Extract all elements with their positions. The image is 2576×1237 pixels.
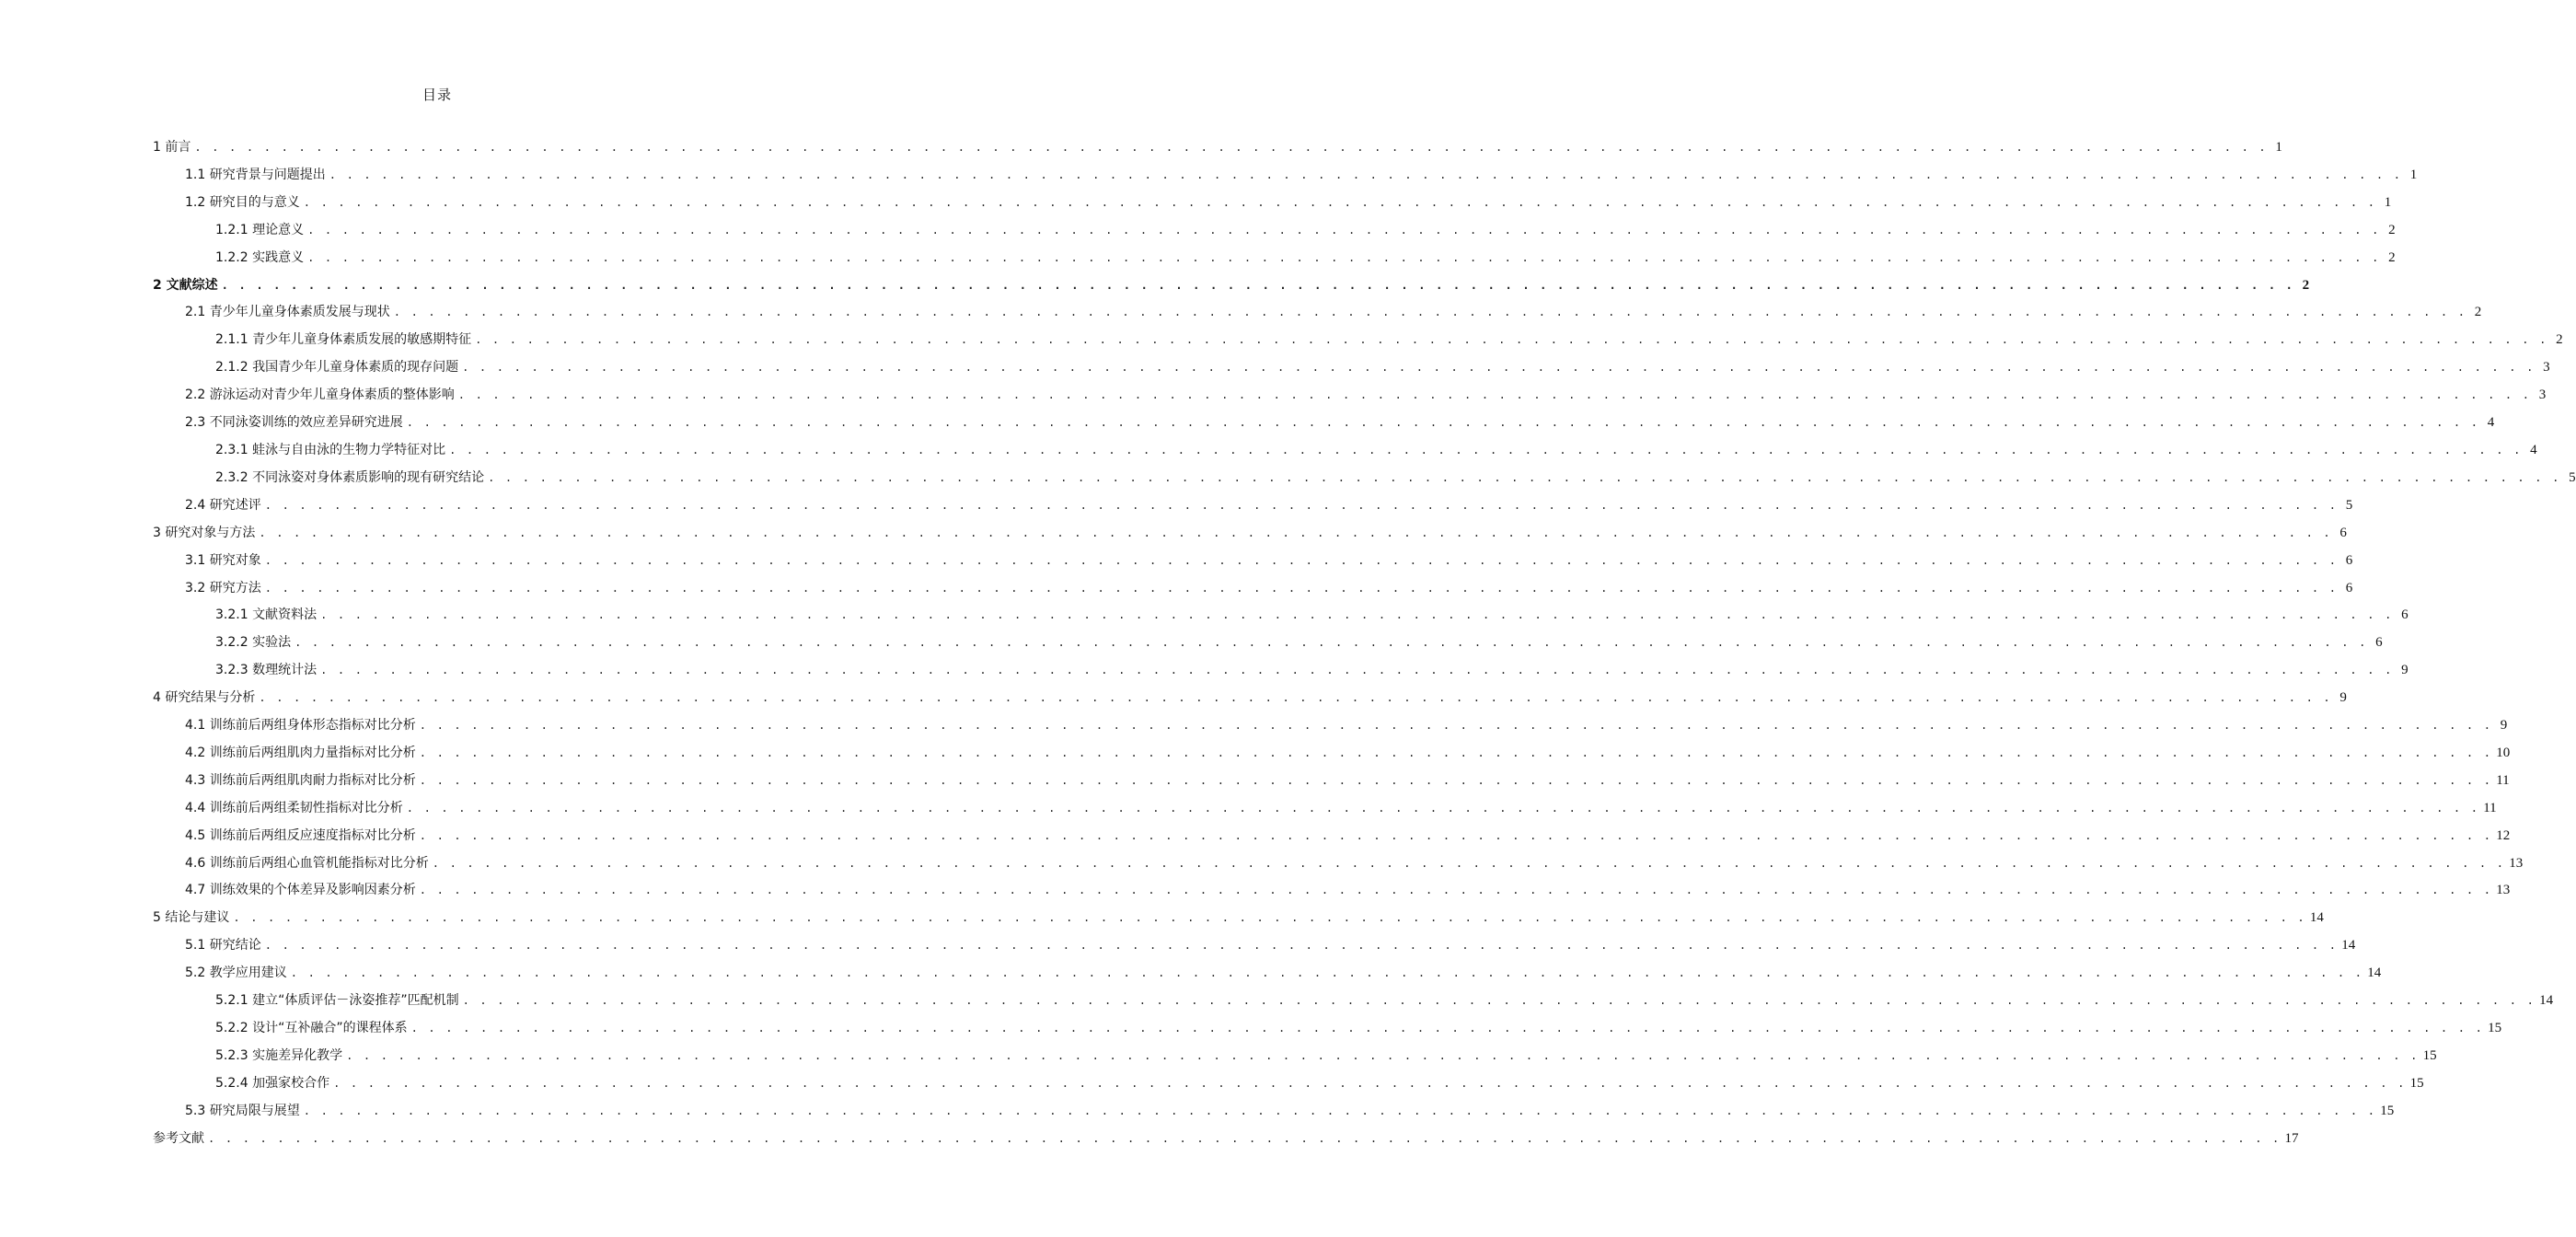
toc-entry-page-number: 11 [2483,800,2497,815]
toc-dot-leader: . . . . . . . . . . . . . . . . . . . . . . . . . . . . . . . . . . . . . . . . . . . . . . . . . . . . . . . . . . . . . . . . . . . . . . . . . . . . . . . . . . . . . . . . . . . . . . . . . . . . . . . . . . . . . . . . . . . . . . . . [295,636,2368,650]
toc-entry-label: 5 结论与建议 [153,910,230,926]
toc-dot-leader: . . . . . . . . . . . . . . . . . . . . . . . . . . . . . . . . . . . . . . . . . . . . . . . . . . . . . . . . . . . . . . . . . . . . . . . . . . . . . . . . . . . . . . . . . . . . . . . . . . . . . . . . . . . . . . . . . . . . . . . . [432,856,2506,870]
toc-entry-page-number: 3 [2543,360,2550,376]
toc-entry-page-number: 13 [2509,855,2524,871]
toc-dot-leader: . . . . . . . . . . . . . . . . . . . . . . . . . . . . . . . . . . . . . . . . . . . . . . . . . . . . . . . . . . . . . . . . . . . . . . . . . . . . . . . . . . . . . . . . . . . . . . . . . . . . . . . . . . . . . . . . . . . . . . . . [264,939,2339,953]
toc-entry[interactable] [153,162,2418,190]
toc-entry[interactable] [153,134,2282,162]
toc-entry-label: 5.2 教学应用建议 [185,965,287,981]
toc-entry-page-number: 6 [2345,580,2353,595]
toc-entry[interactable] [153,823,2511,850]
toc-entry-label: 4.7 训练效果的个体差异及影响因素分析 [185,883,416,898]
toc-entry[interactable] [153,602,2409,630]
toc-dot-leader: . . . . . . . . . . . . . . . . . . . . . . . . . . . . . . . . . . . . . . . . . . . . . . . . . . . . . . . . . . . . . . . . . . . . . . . . . . . . . . . . . . . . . . . . . . . . . . . . . . . . . . . . . . . . . . . . . . . . . . . . [307,223,2381,237]
toc-entry-page-number: 2 [2474,305,2482,320]
toc-entry[interactable] [153,685,2347,712]
toc-entry-label: 2.1.2 我国青少年儿童身体素质的现存问题 [215,360,459,376]
toc-entry[interactable] [153,437,2537,465]
toc-dot-leader: . . . . . . . . . . . . . . . . . . . . . . . . . . . . . . . . . . . . . . . . . . . . . . . . . . . . . . . . . . . . . . . . . . . . . . . . . . . . . . . . . . . . . . . . . . . . . . . . . . . . . . . . . . . . . . . . . . . . . . . . [419,719,2493,733]
toc-dot-leader: . . . . . . . . . . . . . . . . . . . . . . . . . . . . . . . . . . . . . . . . . . . . . . . . . . . . . . . . . . . . . . . . . . . . . . . . . . . . . . . . . . . . . . . . . . . . . . . . . . . . . . . . . . . . . . . . . . . . . . . . [259,691,2332,705]
toc-entry-label: 4.4 训练前后两组柔韧性指标对比分析 [185,800,403,815]
toc-entry-label: 参考文献 [153,1130,204,1146]
toc-entry[interactable] [153,877,2511,905]
toc-entry-page-number: 2 [2388,249,2396,265]
toc-entry-page-number: 4 [2530,442,2537,457]
toc-dot-leader: . . . . . . . . . . . . . . . . . . . . . . . . . . . . . . . . . . . . . . . . . . . . . . . . . . . . . . . . . . . . . . . . . . . . . . . . . . . . . . . . . . . . . . . . . . . . . . . . . . . . . . . . . . . . . . . . . . . . . . . . [462,361,2536,375]
toc-entry[interactable] [153,988,2554,1015]
toc-entry-label: 2.3.2 不同泳姿对身体素质影响的现有研究结论 [215,469,485,485]
toc-dot-leader: . . . . . . . . . . . . . . . . . . . . . . . . . . . . . . . . . . . . . . . . . . . . . . . . . . . . . . . . . . . . . . . . . . . . . . . . . . . . . . . . . . . . . . . . . . . . . . . . . . . . . . . . . . . . . . . . . . . . . . . . [290,966,2364,980]
toc-entry[interactable] [153,465,2576,492]
toc-entry[interactable] [153,740,2511,768]
toc-entry[interactable] [153,795,2497,823]
toc-entry-page-number: 4 [2487,415,2495,431]
toc-entry-page-number: 11 [2496,772,2510,788]
toc-entry[interactable] [153,1126,2299,1153]
toc-entry-page-number: 15 [2488,1021,2502,1035]
toc-entry-label: 2 文献综述 [153,277,218,293]
toc-entry-label: 5.2.2 设计“互补融合”的课程体系 [215,1021,408,1035]
toc-entry[interactable] [153,905,2324,932]
toc-dot-leader: . . . . . . . . . . . . . . . . . . . . . . . . . . . . . . . . . . . . . . . . . . . . . . . . . . . . . . . . . . . . . . . . . . . . . . . . . . . . . . . . . . . . . . . . . . . . . . . . . . . . . . . . . . . . . . . . . . . . . . . . [449,443,2523,457]
toc-entry-page-number: 14 [2341,938,2356,954]
toc-entry-label: 4.5 训练前后两组反应速度指标对比分析 [185,827,416,843]
toc-entry-page-number: 13 [2496,883,2511,898]
toc-dot-leader: . . . . . . . . . . . . . . . . . . . . . . . . . . . . . . . . . . . . . . . . . . . . . . . . . . . . . . . . . . . . . . . . . . . . . . . . . . . . . . . . . . . . . . . . . . . . . . . . . . . . . . . . . . . . . . . . . . . . . . . . [419,746,2493,759]
toc-entry[interactable] [153,932,2356,960]
toc-entry-page-number: 6 [2339,525,2347,540]
toc-dot-leader: . . . . . . . . . . . . . . . . . . . . . . . . . . . . . . . . . . . . . . . . . . . . . . . . . . . . . . . . . . . . . . . . . . . . . . . . . . . . . . . . . . . . . . . . . . . . . . . . . . . . . . . . . . . . . . . . . . . . . . . . [221,278,2295,292]
toc-dot-leader: . . . . . . . . . . . . . . . . . . . . . . . . . . . . . . . . . . . . . . . . . . . . . . . . . . . . . . . . . . . . . . . . . . . . . . . . . . . . . . . . . . . . . . . . . . . . . . . . . . . . . . . . . . . . . . . . . . . . . . . . [462,994,2536,1008]
toc-entry[interactable] [153,630,2383,657]
toc-entry[interactable] [153,217,2396,245]
toc-entry[interactable] [153,712,2508,740]
toc-entry[interactable] [153,1098,2395,1126]
toc-entry[interactable] [153,575,2353,603]
toc-entry[interactable] [153,548,2353,575]
toc-entry-label: 4.3 训练前后两组肌肉耐力指标对比分析 [185,772,416,788]
toc-entry-page-number: 2 [2302,277,2310,293]
toc-dot-leader: . . . . . . . . . . . . . . . . . . . . . . . . . . . . . . . . . . . . . . . . . . . . . . . . . . . . . . . . . . . . . . . . . . . . . . . . . . . . . . . . . . . . . . . . . . . . . . . . . . . . . . . . . . . . . . . . . . . . . . . . [194,141,2268,154]
toc-entry[interactable] [153,657,2409,685]
toc-entry-label: 3.1 研究对象 [185,552,261,568]
toc-entry-label: 3.2 研究方法 [185,580,261,595]
toc-entry-page-number: 5 [2569,469,2576,485]
toc-entry-page-number: 1 [2384,194,2392,210]
toc-entry-label: 3.2.2 实验法 [215,635,292,651]
toc-dot-leader: . . . . . . . . . . . . . . . . . . . . . . . . . . . . . . . . . . . . . . . . . . . . . . . . . . . . . . . . . . . . . . . . . . . . . . . . . . . . . . . . . . . . . . . . . . . . . . . . . . . . . . . . . . . . . . . . . . . . . . . . [303,1104,2377,1117]
toc-entry-page-number: 2 [2388,222,2396,237]
toc-dot-leader: . . . . . . . . . . . . . . . . . . . . . . . . . . . . . . . . . . . . . . . . . . . . . . . . . . . . . . . . . . . . . . . . . . . . . . . . . . . . . . . . . . . . . . . . . . . . . . . . . . . . . . . . . . . . . . . . . . . . . . . . [264,498,2339,512]
toc-entry-page-number: 15 [2409,1075,2424,1091]
toc-entry[interactable] [153,410,2495,437]
toc-entry[interactable] [153,299,2482,327]
toc-entry-label: 2.4 研究述评 [185,497,261,513]
toc-dot-leader: . . . . . . . . . . . . . . . . . . . . . . . . . . . . . . . . . . . . . . . . . . . . . . . . . . . . . . . . . . . . . . . . . . . . . . . . . . . . . . . . . . . . . . . . . . . . . . . . . . . . . . . . . . . . . . . . . . . . . . . . [419,828,2493,842]
toc-dot-leader: . . . . . . . . . . . . . . . . . . . . . . . . . . . . . . . . . . . . . . . . . . . . . . . . . . . . . . . . . . . . . . . . . . . . . . . . . . . . . . . . . . . . . . . . . . . . . . . . . . . . . . . . . . . . . . . . . . . . . . . . [457,388,2532,402]
toc-entry[interactable] [153,327,2563,354]
toc-entry-page-number: 15 [2380,1103,2395,1118]
toc-entry-label: 4.6 训练前后两组心血管机能指标对比分析 [185,855,429,871]
toc-entry[interactable] [153,1043,2437,1070]
toc-dot-leader: . . . . . . . . . . . . . . . . . . . . . . . . . . . . . . . . . . . . . . . . . . . . . . . . . . . . . . . . . . . . . . . . . . . . . . . . . . . . . . . . . . . . . . . . . . . . . . . . . . . . . . . . . . . . . . . . . . . . . . . . [406,416,2480,430]
toc-entry-label: 1.1 研究背景与问题提出 [185,167,326,182]
toc-entry[interactable] [153,1015,2502,1043]
toc-entry-label: 2.1.1 青少年儿童身体素质发展的敏感期特征 [215,332,472,348]
toc-entry-label: 5.2.4 加强家校合作 [215,1075,330,1091]
toc-entry-page-number: 14 [2539,993,2554,1009]
toc-entry-label: 3.2.3 数理统计法 [215,663,318,678]
toc-dot-leader: . . . . . . . . . . . . . . . . . . . . . . . . . . . . . . . . . . . . . . . . . . . . . . . . . . . . . . . . . . . . . . . . . . . . . . . . . . . . . . . . . . . . . . . . . . . . . . . . . . . . . . . . . . . . . . . . . . . . . . . . [488,470,2561,484]
toc-entry-page-number: 6 [2375,635,2383,651]
toc-entry-page-number: 14 [2367,965,2382,981]
toc-entry-label: 5.2.3 实施差异化教学 [215,1047,343,1063]
toc-dot-leader: . . . . . . . . . . . . . . . . . . . . . . . . . . . . . . . . . . . . . . . . . . . . . . . . . . . . . . . . . . . . . . . . . . . . . . . . . . . . . . . . . . . . . . . . . . . . . . . . . . . . . . . . . . . . . . . . . . . . . . . . [410,1022,2485,1035]
toc-entry-label: 1.2.1 理论意义 [215,222,305,237]
toc-entry-page-number: 9 [2401,663,2409,678]
toc-dot-leader: . . . . . . . . . . . . . . . . . . . . . . . . . . . . . . . . . . . . . . . . . . . . . . . . . . . . . . . . . . . . . . . . . . . . . . . . . . . . . . . . . . . . . . . . . . . . . . . . . . . . . . . . . . . . . . . . . . . . . . . . [406,801,2480,815]
toc-entry-page-number: 3 [2538,387,2547,403]
toc-entry-label: 4.2 训练前后两组肌肉力量指标对比分析 [185,745,416,760]
toc-entry-label: 3 研究对象与方法 [153,525,256,540]
toc-entry[interactable] [153,382,2547,410]
toc-entry-label: 5.1 研究结论 [185,938,261,954]
toc-entry[interactable] [153,520,2347,548]
toc-entry-page-number: 9 [2500,718,2508,734]
toc-entry[interactable] [153,492,2353,520]
toc-dot-leader: . . . . . . . . . . . . . . . . . . . . . . . . . . . . . . . . . . . . . . . . . . . . . . . . . . . . . . . . . . . . . . . . . . . . . . . . . . . . . . . . . . . . . . . . . . . . . . . . . . . . . . . . . . . . . . . . . . . . . . . . [419,773,2493,787]
toc-entry-page-number: 2 [2556,332,2563,348]
toc-entry[interactable] [153,1070,2424,1098]
toc-entry[interactable] [153,245,2396,272]
toc-dot-leader: . . . . . . . . . . . . . . . . . . . . . . . . . . . . . . . . . . . . . . . . . . . . . . . . . . . . . . . . . . . . . . . . . . . . . . . . . . . . . . . . . . . . . . . . . . . . . . . . . . . . . . . . . . . . . . . . . . . . . . . . [320,664,2394,677]
toc-dot-leader: . . . . . . . . . . . . . . . . . . . . . . . . . . . . . . . . . . . . . . . . . . . . . . . . . . . . . . . . . . . . . . . . . . . . . . . . . . . . . . . . . . . . . . . . . . . . . . . . . . . . . . . . . . . . . . . . . . . . . . . . [233,911,2306,925]
toc-entry[interactable] [153,272,2310,300]
toc-entry-label: 5.2.1 建立“体质评估－泳姿推荐”匹配机制 [215,993,459,1009]
toc-entry-label: 2.1 青少年儿童身体素质发展与现状 [185,305,390,320]
toc-entry-label: 1 前言 [153,140,191,155]
toc-entry-page-number: 9 [2339,690,2347,706]
toc-dot-leader: . . . . . . . . . . . . . . . . . . . . . . . . . . . . . . . . . . . . . . . . . . . . . . . . . . . . . . . . . . . . . . . . . . . . . . . . . . . . . . . . . . . . . . . . . . . . . . . . . . . . . . . . . . . . . . . . . . . . . . . . [329,168,2403,181]
toc-entry-page-number: 14 [2309,910,2324,926]
toc-entry-label: 2.3 不同泳姿训练的效应差异研究进展 [185,415,403,431]
toc-dot-leader: . . . . . . . . . . . . . . . . . . . . . . . . . . . . . . . . . . . . . . . . . . . . . . . . . . . . . . . . . . . . . . . . . . . . . . . . . . . . . . . . . . . . . . . . . . . . . . . . . . . . . . . . . . . . . . . . . . . . . . . . [264,581,2339,595]
toc-entry[interactable] [153,960,2382,988]
toc-dot-leader: . . . . . . . . . . . . . . . . . . . . . . . . . . . . . . . . . . . . . . . . . . . . . . . . . . . . . . . . . . . . . . . . . . . . . . . . . . . . . . . . . . . . . . . . . . . . . . . . . . . . . . . . . . . . . . . . . . . . . . . . [303,195,2377,209]
toc-entry-label: 3.2.1 文献资料法 [215,607,318,623]
toc-title: 目录 [422,87,452,103]
toc-dot-leader: . . . . . . . . . . . . . . . . . . . . . . . . . . . . . . . . . . . . . . . . . . . . . . . . . . . . . . . . . . . . . . . . . . . . . . . . . . . . . . . . . . . . . . . . . . . . . . . . . . . . . . . . . . . . . . . . . . . . . . . . [259,526,2332,539]
toc-entry[interactable] [153,850,2524,878]
toc-entry-label: 4.1 训练前后两组身体形态指标对比分析 [185,718,416,734]
toc-dot-leader: . . . . . . . . . . . . . . . . . . . . . . . . . . . . . . . . . . . . . . . . . . . . . . . . . . . . . . . . . . . . . . . . . . . . . . . . . . . . . . . . . . . . . . . . . . . . . . . . . . . . . . . . . . . . . . . . . . . . . . . . [333,1076,2407,1090]
toc-entry-page-number: 6 [2401,607,2409,623]
toc-dot-leader: . . . . . . . . . . . . . . . . . . . . . . . . . . . . . . . . . . . . . . . . . . . . . . . . . . . . . . . . . . . . . . . . . . . . . . . . . . . . . . . . . . . . . . . . . . . . . . . . . . . . . . . . . . . . . . . . . . . . . . . . [320,608,2394,622]
toc-entry-label: 5.3 研究局限与展望 [185,1103,300,1118]
toc-entry-label: 4 研究结果与分析 [153,690,256,706]
toc-dot-leader: . . . . . . . . . . . . . . . . . . . . . . . . . . . . . . . . . . . . . . . . . . . . . . . . . . . . . . . . . . . . . . . . . . . . . . . . . . . . . . . . . . . . . . . . . . . . . . . . . . . . . . . . . . . . . . . . . . . . . . . . [264,553,2339,567]
toc-entry-label: 1.2.2 实践意义 [215,249,305,265]
toc-entry[interactable] [153,354,2550,382]
toc-entry-page-number: 6 [2345,552,2353,568]
toc-entry-page-number: 17 [2284,1130,2299,1146]
toc-dot-leader: . . . . . . . . . . . . . . . . . . . . . . . . . . . . . . . . . . . . . . . . . . . . . . . . . . . . . . . . . . . . . . . . . . . . . . . . . . . . . . . . . . . . . . . . . . . . . . . . . . . . . . . . . . . . . . . . . . . . . . . . [307,250,2381,264]
toc-list [153,134,2576,1153]
toc-entry[interactable] [153,190,2392,217]
toc-entry-page-number: 12 [2496,827,2511,843]
toc-entry-page-number: 15 [2422,1047,2437,1063]
toc-dot-leader: . . . . . . . . . . . . . . . . . . . . . . . . . . . . . . . . . . . . . . . . . . . . . . . . . . . . . . . . . . . . . . . . . . . . . . . . . . . . . . . . . . . . . . . . . . . . . . . . . . . . . . . . . . . . . . . . . . . . . . . . [208,1131,2281,1145]
toc-entry-label: 2.2 游泳运动对青少年儿童身体素质的整体影响 [185,387,455,403]
toc-dot-leader: . . . . . . . . . . . . . . . . . . . . . . . . . . . . . . . . . . . . . . . . . . . . . . . . . . . . . . . . . . . . . . . . . . . . . . . . . . . . . . . . . . . . . . . . . . . . . . . . . . . . . . . . . . . . . . . . . . . . . . . . [346,1048,2420,1062]
toc-entry-page-number: 1 [2409,167,2418,182]
toc-entry-label: 1.2 研究目的与意义 [185,194,300,210]
toc-entry-label: 2.3.1 蛙泳与自由泳的生物力学特征对比 [215,442,446,457]
toc-dot-leader: . . . . . . . . . . . . . . . . . . . . . . . . . . . . . . . . . . . . . . . . . . . . . . . . . . . . . . . . . . . . . . . . . . . . . . . . . . . . . . . . . . . . . . . . . . . . . . . . . . . . . . . . . . . . . . . . . . . . . . . . [475,333,2548,347]
toc-entry-page-number: 5 [2345,497,2353,513]
toc-entry-page-number: 1 [2275,140,2282,155]
toc-dot-leader: . . . . . . . . . . . . . . . . . . . . . . . . . . . . . . . . . . . . . . . . . . . . . . . . . . . . . . . . . . . . . . . . . . . . . . . . . . . . . . . . . . . . . . . . . . . . . . . . . . . . . . . . . . . . . . . . . . . . . . . . [419,884,2493,897]
toc-entry[interactable] [153,768,2510,795]
toc-entry-page-number: 10 [2496,745,2511,760]
toc-dot-leader: . . . . . . . . . . . . . . . . . . . . . . . . . . . . . . . . . . . . . . . . . . . . . . . . . . . . . . . . . . . . . . . . . . . . . . . . . . . . . . . . . . . . . . . . . . . . . . . . . . . . . . . . . . . . . . . . . . . . . . . . [393,306,2467,319]
